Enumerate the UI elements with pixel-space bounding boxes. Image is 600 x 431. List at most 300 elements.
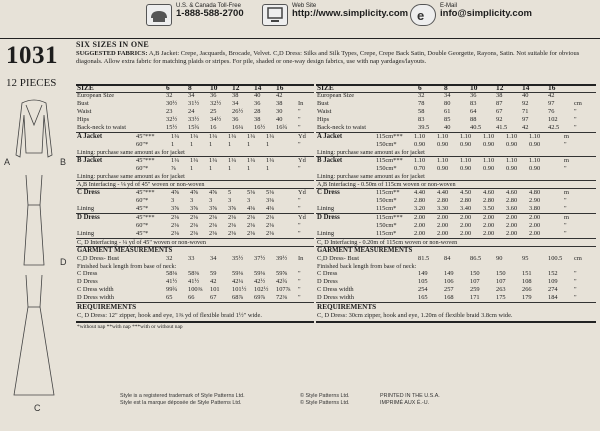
table-cell: " (298, 141, 301, 148)
email-icon (410, 4, 436, 26)
pattern-number: 1031 (6, 42, 58, 69)
table-cell: 10 (210, 83, 218, 92)
table-cell: 3 (190, 197, 194, 204)
table-cell: 24 (188, 108, 195, 115)
size-header-row (76, 84, 314, 92)
table-cell: 4.60 (506, 189, 518, 196)
table-cell: 6 (418, 83, 422, 92)
garment-measurements-title: GARMENT MEASUREMENTS (317, 247, 413, 254)
table-cell: " (298, 286, 301, 293)
table-cell: 2.80 (483, 197, 495, 204)
table-cell: Lining (77, 230, 95, 237)
garment-sketches (0, 95, 72, 415)
table-cell: 2⅛ (247, 230, 255, 237)
table-cell: 0.90 (506, 165, 518, 172)
table-cell: 40 (522, 92, 529, 99)
table-cell: Yd (298, 189, 306, 196)
table-cell: 3⅝ (190, 205, 198, 212)
table-cell: 38 (496, 92, 503, 99)
length-row (316, 278, 596, 286)
table-cell: D Dress (317, 214, 340, 221)
table-cell: 45"*** (136, 133, 155, 140)
table-cell: 76 (548, 108, 555, 115)
table-cell: 2.00 (460, 214, 472, 221)
phone-label: U.S. & Canada Toll-Free (176, 3, 241, 9)
table-cell: 87 (496, 100, 503, 107)
table-cell: 95 (522, 255, 529, 262)
requirements-title: REQUIREMENTS (317, 303, 377, 311)
contact-header (0, 0, 600, 40)
table-cell: 105 (418, 278, 428, 285)
length-row (316, 286, 596, 294)
metric-table (316, 84, 596, 389)
table-cell: m (564, 133, 569, 140)
table-cell: 150cm* (376, 141, 397, 148)
table-cell: 2⅛ (171, 214, 179, 221)
table-cell: European Size (77, 92, 115, 99)
length-row (76, 278, 314, 286)
table-cell: " (298, 278, 301, 285)
table-cell: 60"* (136, 197, 149, 204)
table-cell: " (298, 205, 301, 212)
table-cell: 2.00 (414, 214, 426, 221)
table-cell: 42 (276, 92, 283, 99)
table-cell: 15¾ (188, 124, 200, 131)
table-cell: 84 (444, 255, 451, 262)
table-cell: 1¼ (228, 157, 236, 164)
sizes-title: SIX SIZES IN ONE (76, 40, 150, 49)
view-label-b: B (60, 157, 67, 167)
table-cell: 83 (470, 100, 477, 107)
table-cell: 0.90 (529, 141, 541, 148)
table-cell: 3.20 (414, 205, 426, 212)
body-measure-row (76, 124, 314, 132)
d-dress-row (76, 230, 314, 238)
table-cell: C Dress (317, 270, 338, 277)
requirements-title: REQUIREMENTS (77, 303, 137, 311)
table-cell: 32 (166, 255, 173, 262)
table-cell: Back-neck to waist (317, 124, 366, 131)
table-cell: 32 (418, 92, 425, 99)
table-cell: 2.80 (460, 197, 472, 204)
table-cell: 1 (171, 141, 175, 148)
body-measure-row (316, 108, 596, 116)
table-cell: 30½ (166, 100, 178, 107)
table-cell: 149 (444, 270, 454, 277)
table-cell: 92 (496, 116, 503, 123)
table-cell: 100.5 (548, 255, 563, 262)
telephone-icon (146, 4, 172, 26)
requirements-text: C, D Dress: 12" zipper, hook and eye, 1⅜ yd of flexible braid 1½" wide. (77, 312, 262, 319)
table-cell: 8 (188, 83, 192, 92)
table-cell: 1¼ (190, 133, 198, 140)
table-cell: 150 (496, 270, 506, 277)
table-cell: 152 (548, 270, 558, 277)
footer-trademark (120, 393, 245, 406)
table-cell: 101 (210, 286, 220, 293)
a-jacket-row (76, 141, 314, 149)
table-cell: 25 (210, 108, 217, 115)
table-cell: 1 (247, 141, 251, 148)
table-cell: 3.80 (529, 205, 541, 212)
svg-text:e: e (417, 8, 425, 23)
table-cell: 2.90 (529, 197, 541, 204)
piece-count: 12 PIECES (6, 77, 57, 89)
table-cell: C Dress width (317, 286, 354, 293)
d-dress-row (316, 214, 596, 222)
table-cell: 171 (470, 294, 480, 301)
table-cell: " (574, 116, 577, 123)
table-cell: Bust (77, 100, 89, 107)
table-cell: 1.10 (414, 157, 426, 164)
table-cell: 1¼ (266, 157, 274, 164)
table-cell: 2.00 (506, 230, 518, 237)
table-cell: 1.10 (506, 133, 518, 140)
table-cell: 86.5 (470, 255, 482, 262)
back-length-note: Finished back length from base of neck: (77, 263, 177, 270)
table-cell: 254 (418, 286, 428, 293)
table-cell: 2.00 (529, 222, 541, 229)
table-cell: Back-neck to waist (77, 124, 126, 131)
table-cell: 34½ (210, 116, 222, 123)
table-cell: 115cm* (376, 205, 397, 212)
table-cell: 2.00 (483, 230, 495, 237)
table-cell: 2.00 (414, 222, 426, 229)
ab-interfacing-note: A,B Interfacing - 0.50m of 115cm woven or non-woven (317, 181, 456, 188)
table-cell: " (298, 108, 301, 115)
table-cell: 16¼ (232, 124, 244, 131)
table-cell: 108 (522, 278, 532, 285)
table-cell: 40 (254, 92, 261, 99)
table-cell: 32½ (166, 116, 178, 123)
b-jacket-row (76, 157, 314, 165)
table-cell: 2⅛ (171, 222, 179, 229)
table-cell: 4⅛ (266, 205, 274, 212)
table-cell: 3⅝ (209, 205, 217, 212)
table-cell: 97 (548, 100, 555, 107)
table-cell: 259 (470, 286, 480, 293)
table-cell: " (564, 141, 567, 148)
table-cell: 12 (232, 83, 240, 92)
table-cell: 107⅞ (276, 286, 291, 293)
table-cell: 16 (548, 83, 556, 92)
footer-printed (380, 393, 440, 406)
table-cell: 1.10 (414, 133, 426, 140)
cd-interfacing-note: C, D Interfacing - ¼ yd of 45" woven or non-woven (77, 239, 206, 246)
table-cell: 69⅞ (254, 294, 266, 301)
table-cell: 0.90 (414, 141, 426, 148)
table-cell: cm (574, 100, 582, 107)
table-cell: 36 (232, 116, 239, 123)
table-cell: " (574, 270, 577, 277)
table-cell: 1.10 (460, 133, 472, 140)
table-cell: 1¼ (209, 133, 217, 140)
table-cell: 3⅝ (171, 205, 179, 212)
table-cell: 115cm* (376, 230, 397, 237)
table-cell: 1.10 (437, 157, 449, 164)
table-cell: 115cm** (376, 189, 400, 196)
table-cell: 34 (210, 255, 217, 262)
table-cell: 2⅛ (190, 230, 198, 237)
garment-bust-row (316, 255, 596, 263)
table-cell: 8 (444, 83, 448, 92)
table-cell: 2⅛ (209, 214, 217, 221)
table-cell: 33 (188, 255, 195, 262)
table-cell: 2.00 (460, 230, 472, 237)
garment-bust-row (76, 255, 314, 263)
phone-number[interactable]: 1-888-588-2700 (176, 8, 244, 19)
table-cell: 1.10 (437, 133, 449, 140)
body-measure-row (316, 116, 596, 124)
table-cell: 33½ (188, 116, 200, 123)
c-dress-row (76, 189, 314, 197)
suggested-fabrics (76, 50, 594, 65)
a-lining-note: Lining: purchase same amount as for jacket (77, 149, 185, 156)
table-cell: 1 (209, 141, 213, 148)
table-cell: 36 (254, 100, 261, 107)
table-cell: 107 (496, 278, 506, 285)
body-measure-row (76, 108, 314, 116)
table-cell: " (574, 286, 577, 293)
table-cell: Lining (317, 230, 335, 237)
table-cell: 35½ (232, 255, 244, 262)
table-cell: 12 (496, 83, 504, 92)
table-cell: European Size (317, 92, 355, 99)
table-cell: 16 (210, 124, 217, 131)
table-cell: 1 (266, 141, 270, 148)
a-lining-note: Lining: purchase same amount as for jacket (317, 149, 425, 156)
table-cell: 2.80 (506, 197, 518, 204)
table-cell: 257 (444, 286, 454, 293)
ab-interfacing-note: A,B Interfacing - ⅛ yd of 45" woven or non-woven (77, 181, 205, 188)
table-cell: 85 (444, 116, 451, 123)
table-cell: " (298, 165, 301, 172)
table-cell: 0.90 (437, 165, 449, 172)
table-cell: 45"* (136, 230, 149, 237)
table-cell: 59⅛ (232, 270, 244, 277)
table-cell: 3 (171, 197, 175, 204)
table-cell: 1¼ (171, 133, 179, 140)
table-cell: SIZE (77, 83, 94, 92)
table-cell: m (564, 157, 569, 164)
table-cell: " (298, 230, 301, 237)
table-cell: " (298, 197, 301, 204)
table-cell: 1.10 (483, 157, 495, 164)
table-cell: D Dress (77, 278, 98, 285)
table-cell: 1¼ (247, 133, 255, 140)
table-cell: 2⅛ (228, 214, 236, 221)
table-cell: 16¾ (276, 124, 288, 131)
table-cell: 100⅜ (188, 286, 203, 293)
table-cell: 2.00 (506, 222, 518, 229)
length-row (76, 270, 314, 278)
table-cell: 0.90 (529, 165, 541, 172)
table-cell: 14 (522, 83, 530, 92)
header-divider (0, 38, 600, 39)
table-cell: " (574, 124, 577, 131)
table-cell: 101½ (232, 286, 247, 293)
table-cell: 3.40 (460, 205, 472, 212)
table-cell: " (298, 294, 301, 301)
table-cell: 3 (228, 197, 232, 204)
table-cell: " (574, 278, 577, 285)
table-cell: C Dress (317, 189, 340, 196)
web-url[interactable]: http://www.simplicity.com (292, 8, 409, 19)
table-cell: 4⅝ (171, 189, 179, 196)
table-cell: " (564, 205, 567, 212)
table-cell: " (298, 270, 301, 277)
length-row (76, 294, 314, 302)
table-cell: 1¼ (190, 157, 198, 164)
c-dress-row (316, 189, 596, 197)
rule-line (316, 321, 596, 323)
body-measure-row (76, 116, 314, 124)
c-dress-row (76, 205, 314, 213)
table-cell: 4⅛ (247, 205, 255, 212)
table-cell: A Jacket (77, 133, 103, 140)
table-cell: 1.10 (506, 157, 518, 164)
table-cell: 92 (522, 100, 529, 107)
body-measure-row (316, 92, 596, 100)
table-cell: 115cm*** (376, 214, 403, 221)
table-cell: " (564, 165, 567, 172)
table-cell: C,D Dress- Bust (77, 255, 120, 262)
table-cell: C,D Dress- Bust (317, 255, 360, 262)
copyright-fr: © Style Patterns Ltd. (300, 399, 350, 406)
table-cell: 80 (444, 100, 451, 107)
table-cell: 4⅝ (190, 189, 198, 196)
email-address[interactable]: info@simplicity.com (440, 8, 532, 19)
table-cell: 14 (254, 83, 262, 92)
table-cell: 1¼ (247, 157, 255, 164)
table-cell: 67 (496, 108, 503, 115)
table-cell: 0.90 (437, 141, 449, 148)
table-cell: Hips (77, 116, 90, 123)
table-cell: 179 (522, 294, 532, 301)
table-cell: In (298, 255, 304, 262)
table-cell: 115cm*** (376, 133, 403, 140)
table-cell: Hips (317, 116, 330, 123)
fabrics-label: SUGGESTED FABRICS: (76, 50, 148, 57)
table-cell: 2.00 (437, 214, 449, 221)
a-jacket-row (316, 133, 596, 141)
b-lining-note: Lining: purchase same amount as for jacket (317, 173, 425, 180)
printed-fr: IMPRIMÉ AUX É.-U. (380, 399, 430, 406)
body-measure-row (316, 124, 596, 132)
table-cell: 60"* (136, 165, 149, 172)
table-cell: 88 (470, 116, 477, 123)
table-cell: 109 (548, 278, 558, 285)
requirements-text: C, D Dress: 30cm zipper, hook and eye, 1.20m of flexible braid 3.8cm wide. (317, 312, 513, 319)
fabric-info (76, 41, 594, 65)
table-cell: Waist (77, 108, 92, 115)
table-cell: 42¾ (276, 278, 288, 285)
table-cell: 1.10 (529, 133, 541, 140)
table-cell: 42.5 (548, 124, 560, 131)
length-row (316, 294, 596, 302)
table-cell: 34 (232, 100, 239, 107)
table-cell: 149 (418, 270, 428, 277)
garment-measurements-title: GARMENT MEASUREMENTS (77, 247, 173, 254)
view-label-a: A (4, 157, 11, 167)
table-cell: 151 (522, 270, 532, 277)
table-cell: 1.10 (460, 157, 472, 164)
table-cell: 71 (522, 108, 529, 115)
table-cell: C Dress width (77, 286, 114, 293)
table-cell: 42 (548, 92, 555, 99)
table-cell: 16 (276, 83, 284, 92)
table-cell: m (564, 214, 569, 221)
table-cell: 2.00 (483, 222, 495, 229)
table-cell: 1 (228, 141, 232, 148)
table-cell: 266 (522, 286, 532, 293)
table-cell: 36 (210, 92, 217, 99)
trademark-en: Style is a registered trademark of Style Patterns Ltd. (120, 393, 245, 399)
table-cell: ⅞ (171, 165, 176, 172)
table-cell: 66 (188, 294, 195, 301)
table-cell: 102 (548, 116, 558, 123)
table-cell: 3.50 (483, 205, 495, 212)
table-cell: 83 (418, 116, 425, 123)
table-cell: 2⅛ (190, 214, 198, 221)
table-cell: 45"*** (136, 214, 155, 221)
c-dress-row (316, 205, 596, 213)
table-cell: 3 (247, 197, 251, 204)
email-contact (440, 3, 532, 17)
table-cell: 2.00 (506, 214, 518, 221)
table-cell: 150cm* (376, 197, 397, 204)
table-cell: 45"*** (136, 157, 155, 164)
table-cell: D Dress (77, 214, 100, 221)
table-cell: 2⅛ (228, 230, 236, 237)
rule-line (76, 321, 314, 323)
table-cell: 4⅝ (209, 189, 217, 196)
table-cell: 2⅛ (266, 222, 274, 229)
table-cell: 40 (276, 116, 283, 123)
table-cell: 2.80 (414, 197, 426, 204)
table-cell: D Dress (317, 278, 338, 285)
nap-footnote: *without nap **with nap ***with or without nap (77, 324, 183, 330)
table-cell: 4.40 (437, 189, 449, 196)
table-cell: 4.60 (483, 189, 495, 196)
table-cell: 150cm* (376, 165, 397, 172)
table-cell: " (564, 197, 567, 204)
table-cell: 2⅛ (266, 214, 274, 221)
table-cell: 106 (444, 278, 454, 285)
length-row (76, 286, 314, 294)
table-cell: 2⅛ (190, 222, 198, 229)
table-cell: 45"* (136, 205, 149, 212)
table-cell: 150cm* (376, 222, 397, 229)
table-cell: " (574, 294, 577, 301)
table-cell: 36 (470, 92, 477, 99)
table-cell: 1¼ (209, 157, 217, 164)
table-cell: 1¼ (171, 157, 179, 164)
b-jacket-row (316, 165, 596, 173)
cd-interfacing-note: C, D Interfacing - 0.20m of 115cm woven or non-woven (317, 239, 458, 246)
table-cell: 67 (210, 294, 217, 301)
table-cell: 1 (266, 165, 270, 172)
table-cell: 107 (470, 278, 480, 285)
table-cell: 42 (210, 278, 217, 285)
table-cell: Lining (77, 205, 95, 212)
table-cell: SIZE (317, 83, 334, 92)
table-cell: 0.90 (506, 141, 518, 148)
measurement-tables (76, 84, 596, 389)
table-cell: 3⅝ (228, 205, 236, 212)
table-cell: 81.5 (418, 255, 430, 262)
table-cell: 31½ (188, 100, 200, 107)
